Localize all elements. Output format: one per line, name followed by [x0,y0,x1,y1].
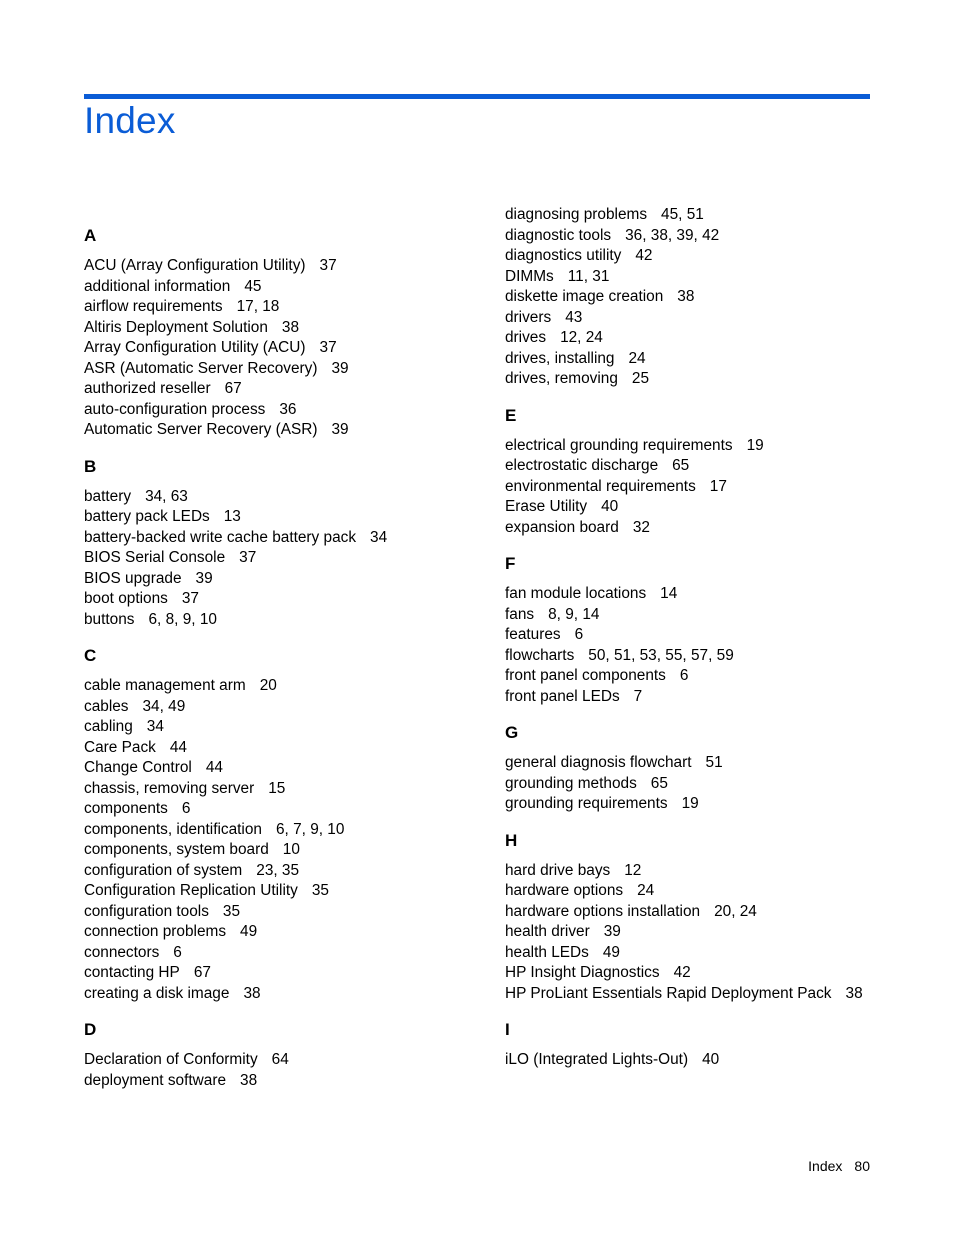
index-term: health LEDs [505,943,589,961]
section-letter: H [505,830,518,850]
index-term: configuration of system [84,861,243,879]
index-entry-list [505,205,905,390]
index-entry [84,359,484,380]
index-entry [505,963,905,984]
index-term: additional information [84,277,231,295]
index-entry [505,605,905,626]
index-term: electrical grounding requirements [505,436,733,454]
index-term: contacting HP [84,964,180,981]
index-entry [505,922,905,943]
index-term: connection problems [84,923,227,940]
index-entry [505,774,905,795]
index-entry [84,487,484,508]
index-term: components, identification [84,820,262,838]
index-entry [84,738,484,759]
page-title: Index [84,100,176,141]
index-entry [84,277,484,298]
index-page-refs[interactable]: 45, 51 [661,206,704,223]
index-entry [505,205,905,226]
index-entry [84,799,484,820]
index-page-refs[interactable]: 13 [223,508,241,525]
index-entry [84,779,484,800]
index-page-refs[interactable]: 50, 51, 53, 55, 57, 59 [588,646,734,664]
index-entry [84,676,484,697]
index-page-refs[interactable]: 51 [705,754,723,771]
index-entry [84,400,484,421]
index-term: HP ProLiant Essentials Rapid Deployment Pack [505,984,832,1002]
index-term: Change Control [84,759,192,776]
index-term: Erase Utility [505,498,588,515]
index-term: expansion board [505,518,619,536]
index-page-refs[interactable]: 34, 63 [145,487,188,505]
index-page-refs[interactable]: 38 [243,984,261,1002]
index-entry-list [84,256,484,441]
index-term: BIOS Serial Console [84,549,226,566]
index-term: Array Configuration Utility (ACU) [84,339,306,356]
index-entry [84,297,484,318]
index-entry [505,226,905,247]
index-entry [505,584,905,605]
index-page-refs[interactable]: 12, 24 [560,329,603,346]
index-term: BIOS upgrade [84,569,182,587]
index-entry-list [505,436,905,539]
index-section [505,1018,905,1071]
footer-page-number: 80 [854,1158,870,1174]
index-term: hardware options installation [505,902,701,920]
index-entry [84,379,484,400]
index-entry [84,984,484,1005]
index-entry-list [505,861,905,1005]
index-page-refs[interactable]: 6, 8, 9, 10 [148,610,217,628]
index-term: drivers [505,308,552,326]
section-letter: F [505,554,516,573]
index-entry [84,922,484,943]
index-page-refs[interactable]: 36, 38, 39, 42 [625,226,720,244]
index-term: flowcharts [505,646,575,664]
index-entry [84,717,484,738]
index-term: battery-backed write cache battery pack [84,528,357,546]
index-page-refs[interactable]: 23, 35 [256,861,300,879]
index-entry [505,477,905,498]
index-term: hard drive bays [505,861,611,879]
index-term: creating a disk image [84,984,230,1002]
index-page-refs[interactable]: 64 [271,1051,289,1068]
index-entry [84,820,484,841]
index-term: DIMMs [505,267,554,285]
section-letter: D [84,1020,97,1039]
index-page-refs[interactable]: 12 [624,861,642,879]
index-term: drives [505,329,547,346]
index-entry [505,308,905,329]
index-page-refs[interactable]: 17 [709,477,727,495]
index-page-refs[interactable]: 11, 31 [567,267,610,285]
index-page-refs[interactable]: 43 [565,308,583,326]
index-term: front panel components [505,667,666,684]
index-section [505,829,905,1005]
index-page-refs[interactable]: 40 [601,498,619,515]
index-entry [505,497,905,518]
index-entry [84,963,484,984]
index-entry [84,1050,484,1071]
index-entry [505,436,905,457]
index-entry [505,267,905,288]
index-page-refs[interactable]: 39 [603,923,621,940]
index-entry-list [84,487,484,631]
index-term: battery pack LEDs [84,508,210,525]
index-term: drives, installing [505,349,615,367]
index-entry-list [84,1050,484,1091]
index-entry [84,548,484,569]
index-page-refs[interactable]: 65 [672,457,690,474]
index-entry [84,256,484,277]
index-page-refs[interactable]: 37 [319,257,337,274]
index-page-refs[interactable]: 39 [331,421,349,438]
index-term: Care Pack [84,738,156,756]
index-entry [505,861,905,882]
index-page-refs[interactable]: 44 [169,738,187,756]
index-entry [84,881,484,902]
index-page-refs[interactable]: 20 [259,677,277,694]
index-entry [84,861,484,882]
index-term: diagnosing problems [505,206,648,223]
index-page-refs[interactable]: 20, 24 [714,902,757,920]
index-term: HP Insight Diagnostics [505,964,660,981]
index-column-right [505,205,905,1071]
index-entry [84,610,484,631]
index-page-refs[interactable]: 8, 9, 14 [548,605,600,623]
index-term: Altiris Deployment Solution [84,318,268,336]
index-page-refs[interactable]: 24 [628,349,646,367]
index-page-refs[interactable]: 24 [637,882,655,899]
index-entry [84,420,484,441]
index-entry [505,943,905,964]
index-page-refs[interactable]: 34 [146,718,164,735]
index-page-refs[interactable]: 17, 18 [236,298,280,315]
index-term: electrostatic discharge [505,457,659,474]
index-page-refs[interactable]: 37 [181,590,199,607]
section-letter: E [505,405,517,425]
index-page-refs[interactable]: 49 [240,923,258,940]
index-term: ASR (Automatic Server Recovery) [84,359,318,377]
index-page-refs[interactable]: 7 [633,687,643,705]
index-term: features [505,626,561,643]
index-page-refs[interactable]: 40 [702,1051,720,1068]
index-term: Configuration Replication Utility [84,882,298,899]
index-entry [505,349,905,370]
index-term: fan module locations [505,585,647,602]
index-section [505,721,905,815]
index-page-refs[interactable]: 39 [195,569,213,587]
index-entry-list [84,676,484,1004]
index-entry-list [505,753,905,815]
index-entry [505,984,905,1005]
index-entry [505,646,905,667]
index-page-refs[interactable]: 42 [673,964,691,981]
index-term: components, system board [84,841,269,858]
index-entry [505,794,905,815]
index-page-refs[interactable]: 65 [650,774,668,792]
index-entry [505,287,905,308]
section-letter: A [84,226,97,245]
index-term: ACU (Array Configuration Utility) [84,257,306,274]
index-term: cables [84,697,129,715]
index-column-left [84,224,484,1091]
index-page-refs[interactable]: 35 [222,902,241,920]
index-entry [505,456,905,477]
index-page-refs[interactable]: 49 [602,943,620,961]
index-term: health driver [505,923,590,940]
index-term: airflow requirements [84,298,223,315]
index-page-refs[interactable]: 67 [193,964,211,981]
index-page-refs[interactable]: 6 [574,626,584,643]
index-page-refs[interactable]: 25 [631,370,650,387]
title-rule [84,94,870,99]
index-page-refs[interactable]: 35 [311,882,329,899]
index-page-refs[interactable]: 37 [319,339,337,356]
index-entry [84,569,484,590]
index-page-refs[interactable]: 15 [268,779,286,797]
index-term: drives, removing [505,370,618,387]
index-entry [505,369,905,390]
index-entry [505,666,905,687]
index-page-refs[interactable]: 38 [240,1071,258,1089]
index-term: iLO (Integrated Lights-Out) [505,1051,689,1068]
index-entry [84,318,484,339]
index-term: connectors [84,943,160,961]
index-page-refs[interactable]: 19 [746,436,764,454]
index-term: hardware options [505,882,624,899]
index-page-refs[interactable]: 14 [660,585,678,602]
section-letter: C [84,646,97,665]
index-entry [84,758,484,779]
index-section [84,224,484,441]
index-page-refs[interactable]: 32 [632,518,650,536]
index-section [505,552,905,707]
index-entry [505,246,905,267]
index-term: Automatic Server Recovery (ASR) [84,421,318,438]
index-page-refs[interactable]: 67 [224,380,242,397]
index-section [84,1018,484,1091]
index-page-refs[interactable]: 37 [239,549,257,566]
index-section [505,205,905,390]
index-entry [505,625,905,646]
index-entry [84,840,484,861]
index-term: environmental requirements [505,477,696,495]
index-term: cable management arm [84,677,246,694]
index-page-refs[interactable]: 6 [173,943,182,961]
index-page-refs[interactable]: 38 [281,318,300,336]
index-term: front panel LEDs [505,687,620,705]
index-page-refs[interactable]: 10 [282,841,300,858]
index-page-refs[interactable]: 38 [845,984,863,1002]
index-entry [84,338,484,359]
index-term: configuration tools [84,902,209,920]
index-entry [84,507,484,528]
index-term: battery [84,487,132,505]
index-entry [505,753,905,774]
section-letter: I [505,1020,510,1039]
index-page-refs[interactable]: 34, 49 [142,697,186,715]
index-term: components [84,800,168,817]
index-term: cabling [84,718,133,735]
index-entry [505,902,905,923]
index-page-refs[interactable]: 42 [635,247,653,264]
index-term: fans [505,605,535,623]
index-term: diagnostic tools [505,226,612,244]
index-entry [505,328,905,349]
index-entry [505,881,905,902]
page-footer [808,1158,870,1174]
index-page-refs[interactable]: 36 [279,400,297,418]
section-letter: B [84,456,97,476]
index-term: boot options [84,590,168,607]
index-term: auto-configuration process [84,400,266,418]
section-letter: G [505,723,519,742]
index-entry [505,687,905,708]
index-entry-list [505,1050,905,1071]
index-section [505,404,905,539]
index-entry-list [505,584,905,707]
index-page-refs[interactable]: 39 [331,359,349,377]
index-entry [84,589,484,610]
index-section [84,455,484,631]
index-page-refs[interactable]: 44 [205,759,223,776]
index-page-refs[interactable]: 45 [244,277,262,295]
index-page-refs[interactable]: 34 [370,528,388,546]
index-entry [505,1050,905,1071]
index-page-refs[interactable]: 6 [679,667,689,684]
index-term: grounding methods [505,774,637,792]
index-term: chassis, removing server [84,779,255,797]
index-term: diagnostics utility [505,247,622,264]
index-entry [84,697,484,718]
index-term: diskette image creation [505,288,664,305]
index-page-refs[interactable]: 19 [681,795,699,812]
index-term: grounding requirements [505,795,668,812]
index-term: authorized reseller [84,380,211,397]
index-page-refs[interactable]: 38 [677,288,695,305]
footer-label: Index [808,1158,843,1174]
index-entry [505,518,905,539]
index-entry [84,902,484,923]
index-entry [84,943,484,964]
index-term: deployment software [84,1071,227,1089]
index-page-refs[interactable]: 6, 7, 9, 10 [275,820,345,838]
index-section [84,644,484,1004]
index-term: buttons [84,610,135,628]
index-entry [84,528,484,549]
index-term: Declaration of Conformity [84,1051,258,1068]
index-term: general diagnosis flowchart [505,754,692,771]
index-entry [84,1071,484,1092]
index-page-refs[interactable]: 6 [181,800,191,817]
